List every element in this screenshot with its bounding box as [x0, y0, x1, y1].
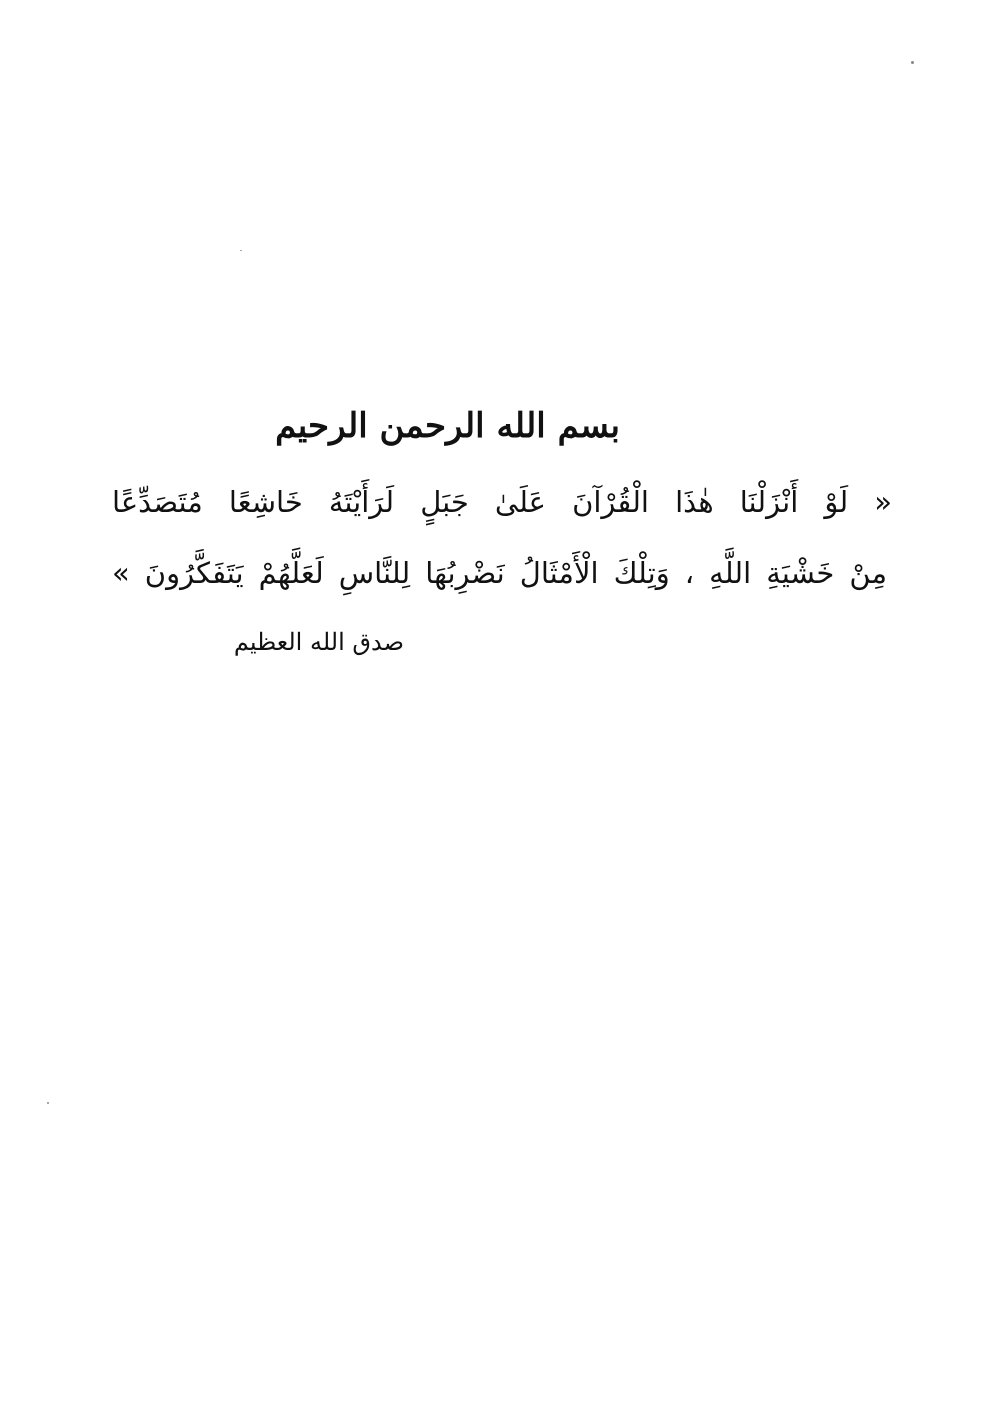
scan-speck — [240, 250, 242, 251]
scan-speck — [47, 1102, 49, 1104]
basmala-heading: بسم الله الرحمن الرحيم — [275, 406, 620, 446]
verse-line-2: مِنْ خَشْيَةِ اللَّهِ ، وَتِلْكَ الْأَمْثَالُ نَضْرِبُهَا لِلنَّاسِ لَعَلَّهُمْ يَتَفَكَّرُونَ » — [112, 556, 887, 590]
closing-phrase: صدق الله العظيم — [233, 628, 404, 656]
scan-speck — [911, 61, 914, 64]
verse-line-1: « لَوْ أَنْزَلْنَا هٰذَا الْقُرْآنَ عَلَىٰ جَبَلٍ لَرَأَيْتَهُ خَاشِعًا مُتَصَدِّعًا — [112, 485, 892, 519]
